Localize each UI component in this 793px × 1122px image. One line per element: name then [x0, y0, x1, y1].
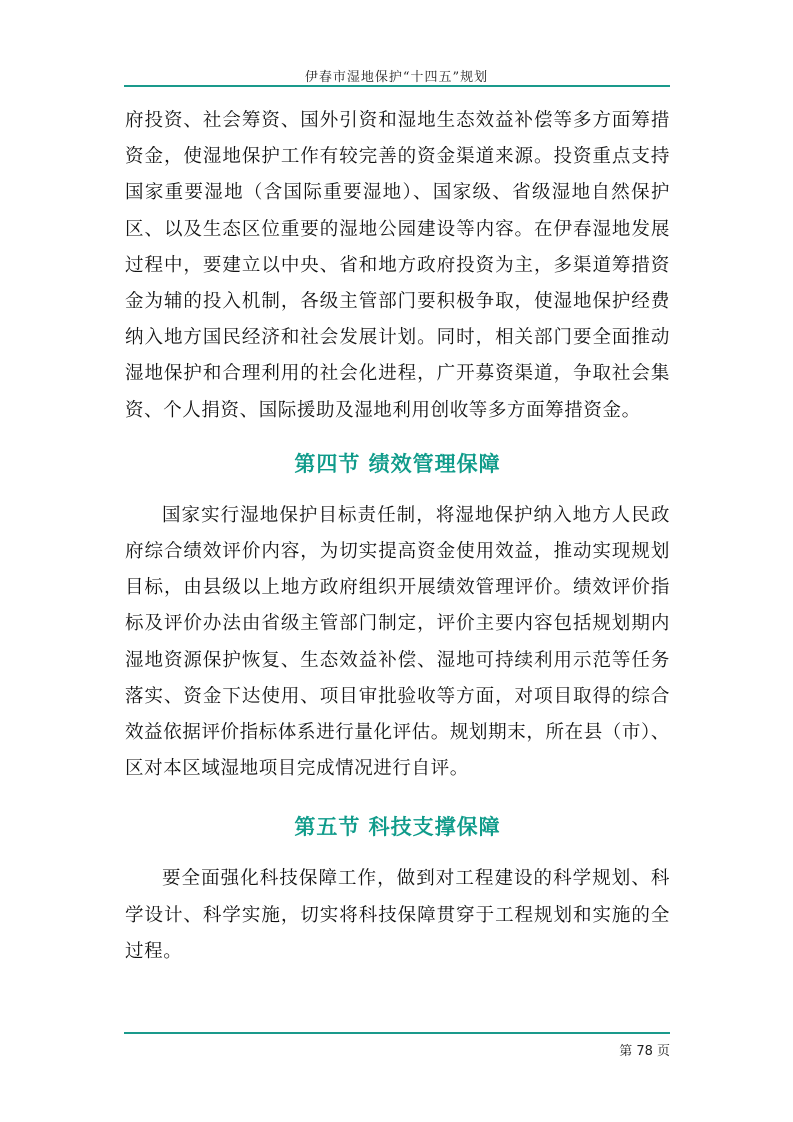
- page-header-title: 伊春市湿地保护“十四五”规划: [304, 70, 489, 85]
- footer-rule: [124, 1032, 670, 1034]
- paragraph-performance: 国家实行湿地保护目标责任制，将湿地保护纳入地方人民政府综合绩效评价内容，为切实提高资金使用效益，推动实现规划目标，由县级以上地方政府组织开展绩效管理评价。绩效评价指标及评价办法由省级主管部门制定，评价主要内容包括规划期内湿地资源保护恢复、生态效益补偿、湿地可持续利用示范等任务落实、资金下达使用、项目审批验收等方面，对项目取得的综合效益依据评价指标体系进行量化评估。规划期末，所在县（市）、区对本区域湿地项目完成情况进行自评。: [125, 504, 670, 780]
- section-heading-technology: 第五节 科技支撑保障: [294, 815, 501, 840]
- paragraph-technology: 要全面强化科技保障工作，做到对工程建设的科学规划、科学设计、科学实施，切实将科技保障贯穿于工程规划和实施的全过程。: [125, 868, 670, 962]
- page-number: 第 78 页: [619, 1044, 670, 1059]
- paragraph-funding: 府投资、社会筹资、国外引资和湿地生态效益补偿等多方面筹措资金，使湿地保护工作有较完善的资金渠道来源。投资重点支持国家重要湿地（含国际重要湿地）、国家级、省级湿地自然保护区、以及生态区位重要的湿地公园建设等内容。在伊春湿地发展过程中，要建立以中央、省和地方政府投资为主，多渠道筹措资金为辅的投入机制，各级主管部门要积极争取，使湿地保护经费纳入地方国民经济和社会发展计划。同时，相关部门要全面推动湿地保护和合理利用的社会化进程，广开募资渠道，争取社会集资、个人捐资、国际援助及湿地利用创收等多方面筹措资金。: [125, 110, 670, 421]
- section-heading-performance: 第四节 绩效管理保障: [294, 451, 501, 476]
- header-rule: [124, 85, 670, 87]
- page-body: [125, 103, 670, 970]
